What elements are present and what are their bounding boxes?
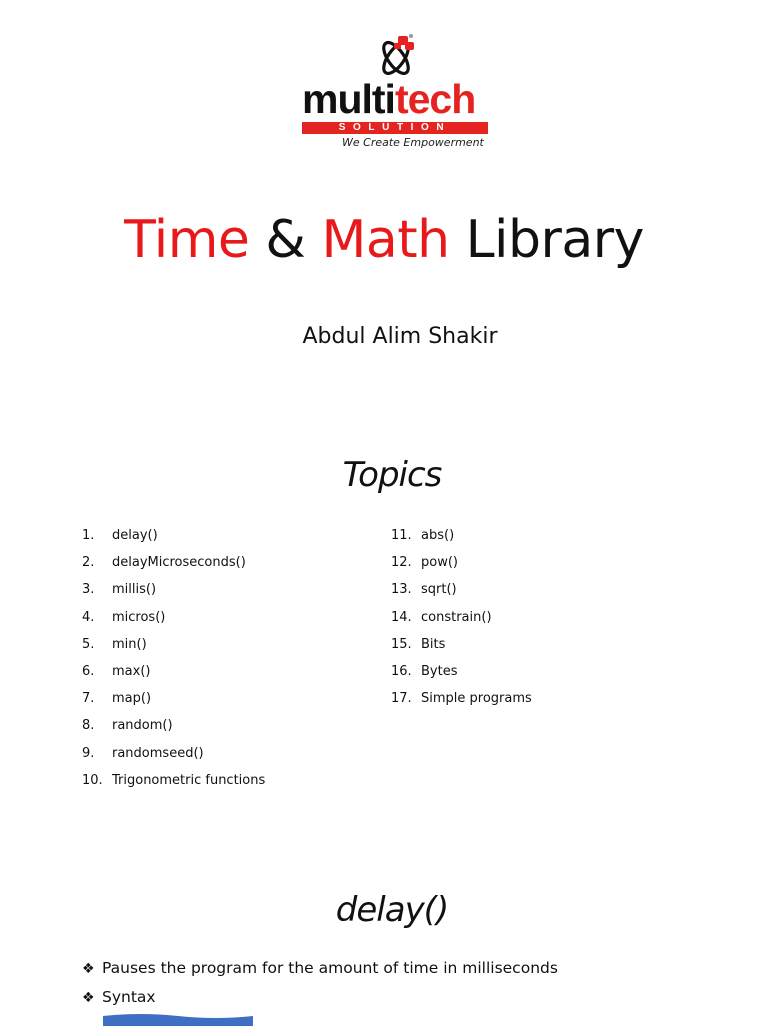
topics-list-left: [82, 522, 382, 794]
multitech-logo: [300, 30, 496, 156]
topic-item: 8. random(): [82, 718, 173, 734]
logo-tagline: We Create Empowerment: [342, 136, 484, 149]
topic-item: 5. min(): [82, 636, 147, 652]
bullet-text: Syntax: [102, 988, 156, 1006]
delay-heading: delay(): [335, 890, 449, 930]
topic-item: 14. constrain(): [391, 609, 492, 625]
topic-item: 6. max(): [82, 663, 151, 679]
topic-item: 15. Bits: [391, 636, 446, 652]
bullet-item: [82, 957, 762, 980]
topic-item: 9. randomseed(): [82, 745, 204, 761]
topic-item: 17. Simple programs: [391, 691, 532, 707]
logo-wordmark: multitech: [302, 76, 476, 122]
diamond-bullet-icon: ❖: [82, 961, 95, 977]
topic-item: 1. delay(): [82, 528, 158, 543]
topic-item: 13. sqrt(): [391, 582, 457, 598]
topic-item: 16. Bytes: [391, 663, 458, 679]
slide-title: Time & Math Library: [124, 210, 644, 270]
bullet-text: Pauses the program for the amount of time in milliseconds: [102, 959, 558, 977]
topic-item: 3. millis(): [82, 582, 157, 598]
author-name: Abdul Alim Shakir: [302, 324, 498, 349]
diamond-bullet-icon: ❖: [82, 990, 95, 1006]
topic-item: 11. abs(): [391, 528, 455, 543]
topic-item: 7. map(): [82, 691, 152, 707]
topics-list-right: [391, 522, 691, 712]
topic-item: 12. pow(): [391, 555, 458, 571]
atom-logo-icon: [372, 32, 422, 78]
topic-item: 2. delayMicroseconds(): [82, 555, 246, 571]
topic-item: 10. Trigonometric functions: [82, 772, 266, 788]
topics-heading: Topics: [342, 455, 442, 495]
topic-item: 4. micros(): [82, 609, 166, 625]
bullet-item: [82, 986, 762, 1009]
logo-subword: SOLUTION: [302, 122, 488, 134]
